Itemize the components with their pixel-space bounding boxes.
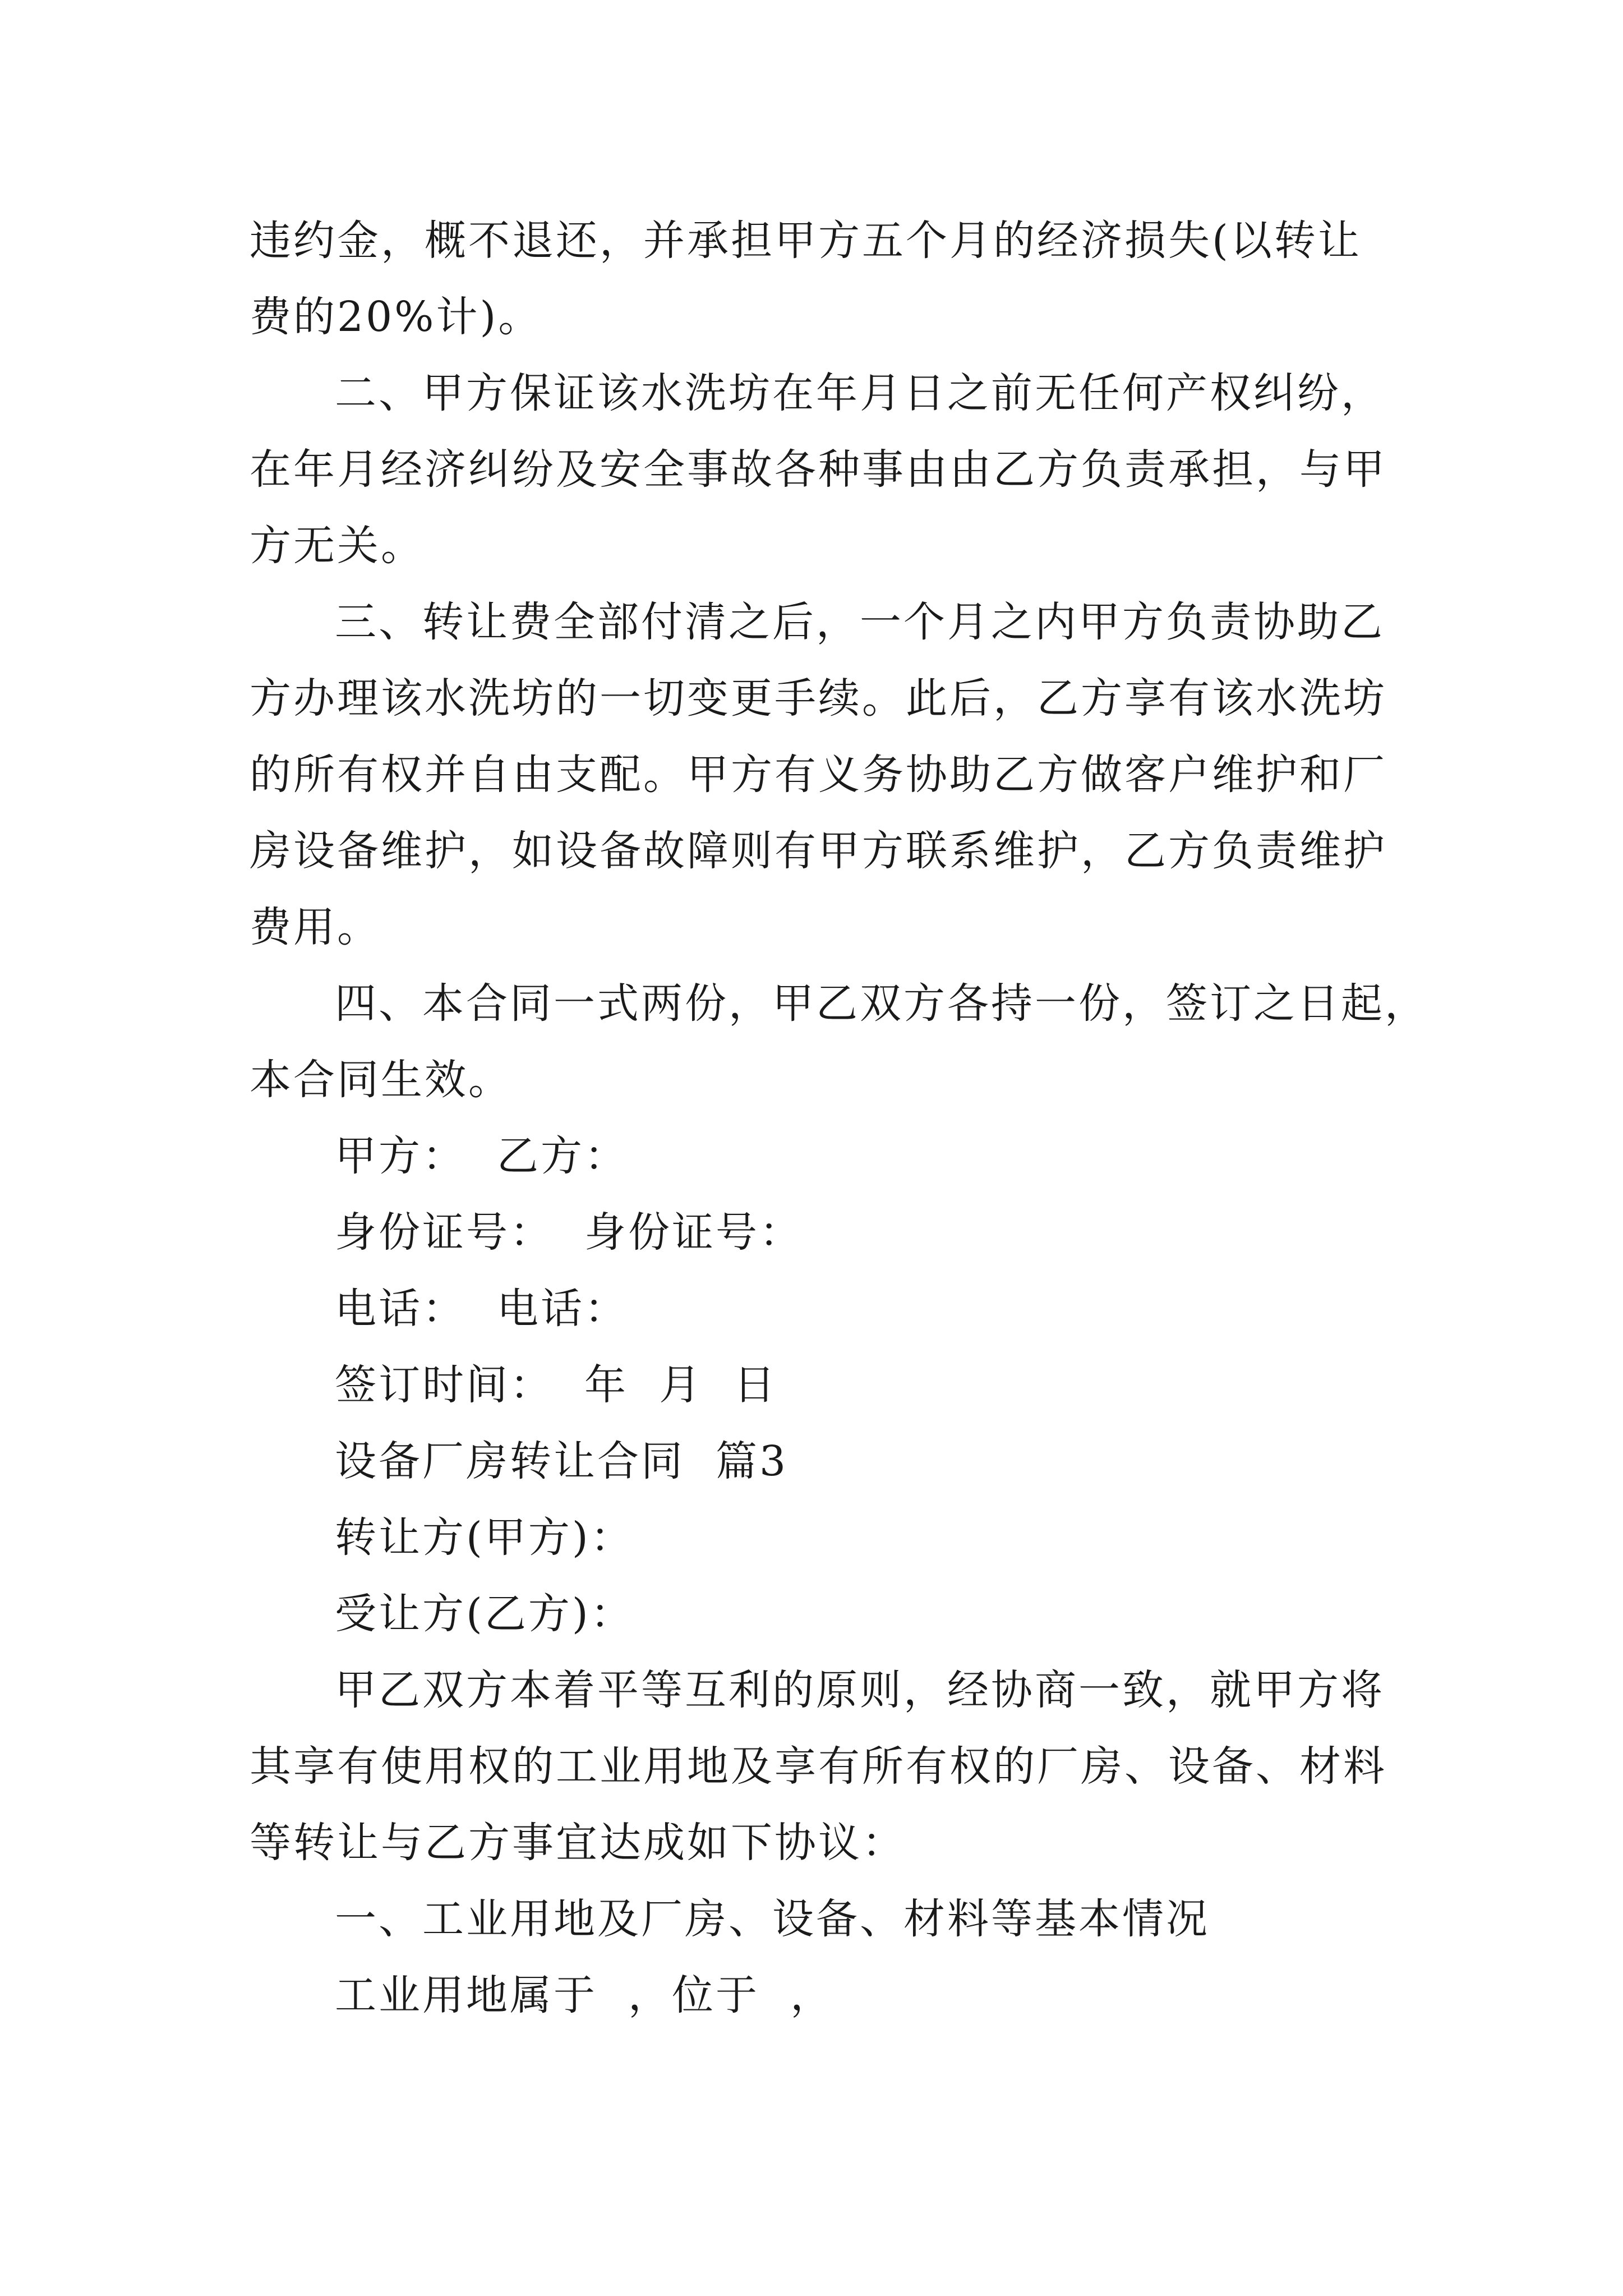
text-line-12: 本合同生效。 — [250, 1056, 512, 1104]
text-line-11: 四、本合同一式两份，甲乙双方各持一份，签订之日起， — [335, 979, 1428, 1028]
clause-heading: 一、工业用地及厂房、设备、材料等基本情况 — [335, 1895, 1210, 1943]
signature-phones: 电话： 电话： — [335, 1285, 629, 1333]
text-line-7: 方办理该水洗坊的一切变更手续。此后，乙方享有该水洗坊 — [250, 674, 1387, 723]
text-line-5: 方无关。 — [250, 522, 425, 570]
text-line-9: 房设备维护，如设备故障则有甲方联系维护，乙方负责维护 — [250, 827, 1387, 875]
text-line-3: 二、甲方保证该水洗坊在年月日之前无任何产权纠纷， — [335, 369, 1385, 417]
transferee-label: 受让方(乙方)： — [335, 1590, 634, 1638]
text-line-10: 费用。 — [250, 903, 381, 951]
text-line-20: 甲乙双方本着平等互利的原则，经协商一致，就甲方将 — [335, 1666, 1385, 1714]
text-line-8: 的所有权并自由支配。甲方有义务协助乙方做客户维护和厂 — [250, 751, 1387, 799]
signature-party-names: 甲方： 乙方： — [335, 1132, 629, 1180]
text-line-2: 费的20%计)。 — [250, 293, 542, 341]
section-heading: 设备厂房转让合同 篇3 — [335, 1437, 789, 1485]
text-line-24: 工业用地属于 ，位于 ， — [335, 1971, 834, 2019]
text-line-4: 在年月经济纠纷及安全事故各种事由由乙方负责承担，与甲 — [250, 445, 1387, 494]
signature-id-numbers: 身份证号： 身份证号： — [335, 1208, 804, 1257]
text-line-21: 其享有使用权的工业用地及享有所有权的厂房、设备、材料 — [250, 1742, 1387, 1791]
text-line-1: 违约金，概不退还，并承担甲方五个月的经济损失(以转让 — [250, 217, 1362, 265]
signature-date: 签订时间： 年 月 日 — [335, 1361, 778, 1409]
transferor-label: 转让方(甲方)： — [335, 1513, 634, 1562]
text-line-6: 三、转让费全部付清之后，一个月之内甲方负责协助乙 — [335, 598, 1385, 646]
text-line-22: 等转让与乙方事宜达成如下协议： — [250, 1819, 906, 1867]
